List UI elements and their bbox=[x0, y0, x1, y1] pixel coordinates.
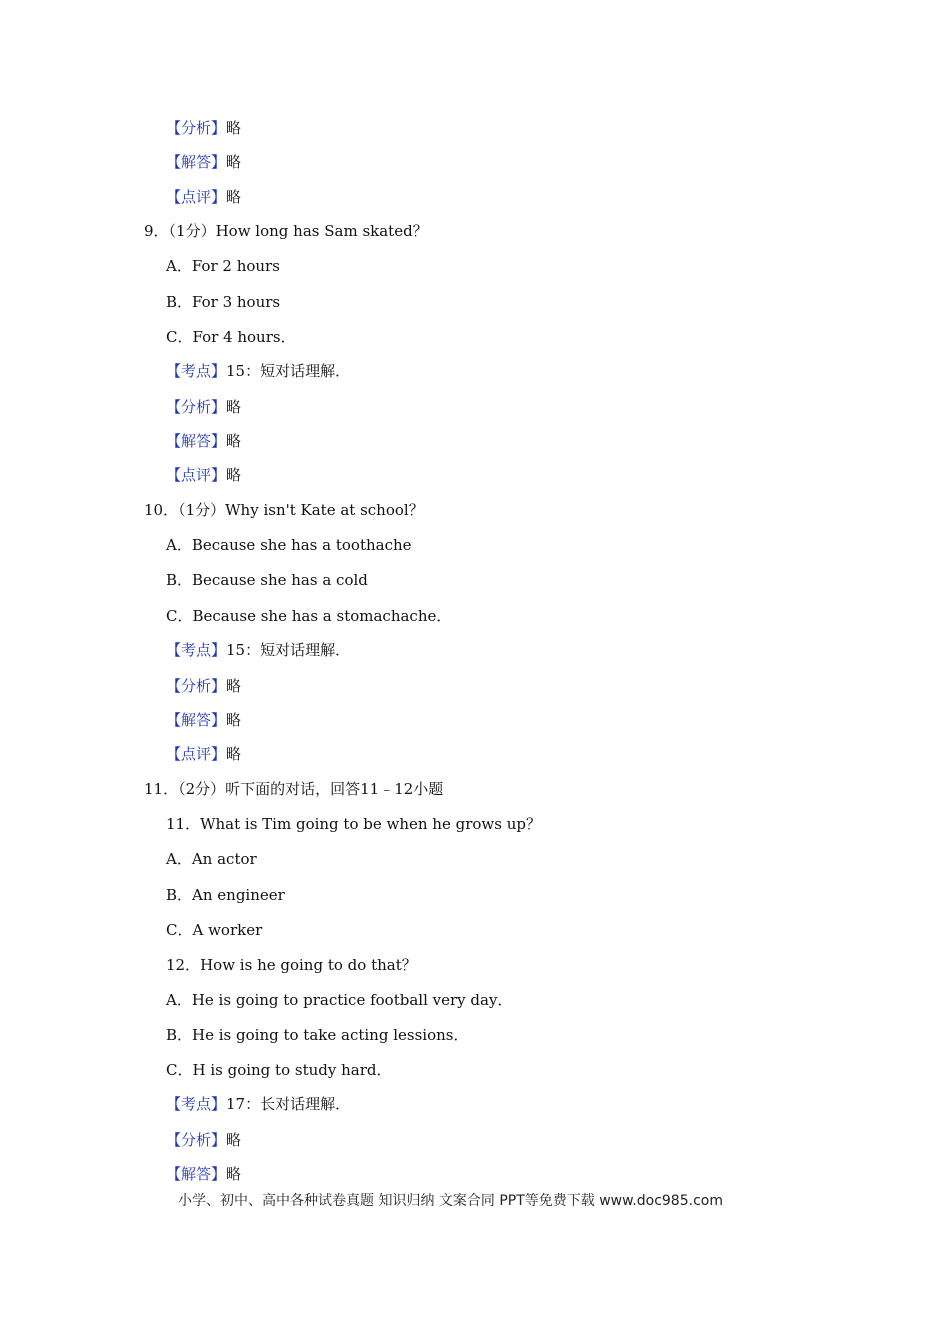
topic-line bbox=[166, 1094, 350, 1114]
page-footer: 小学、初中、高中各种试卷真题 知识归纳 文案合同 PPT等免费下载 www.doc985.com bbox=[178, 1193, 723, 1209]
analysis-line bbox=[166, 397, 241, 417]
answer-tag: 【解答】 bbox=[166, 432, 227, 450]
answer-text: 略 bbox=[226, 1165, 242, 1183]
analysis-text: 略 bbox=[226, 398, 242, 416]
analysis-text: 略 bbox=[226, 1131, 242, 1149]
question-10-title: 10．（1分）Why isn't Kate at school？ bbox=[144, 501, 424, 519]
subquestion-11-option-a: A．An actor bbox=[166, 850, 257, 868]
question-10-option-c: C．Because she has a stomachache． bbox=[166, 607, 452, 625]
comment-text: 略 bbox=[226, 466, 242, 484]
question-11-title: 11．（2分）听下面的对话，回答11﹣12小题 bbox=[144, 780, 444, 798]
answer-text: 略 bbox=[226, 711, 242, 729]
question-10-option-a: A．Because she has a toothache bbox=[166, 536, 412, 554]
answer-tag: 【解答】 bbox=[166, 711, 227, 729]
topic-text: 15：短对话理解． bbox=[226, 362, 351, 380]
answer-line bbox=[166, 710, 241, 730]
subquestion-12: 12．How is he going to do that？ bbox=[166, 956, 417, 974]
answer-text: 略 bbox=[226, 153, 242, 171]
topic-line bbox=[166, 361, 350, 381]
analysis-line bbox=[166, 118, 241, 138]
analysis-text: 略 bbox=[226, 677, 242, 695]
comment-line bbox=[166, 744, 241, 764]
analysis-tag: 【分析】 bbox=[166, 677, 227, 695]
answer-line bbox=[166, 152, 241, 172]
subquestion-11: 11．What is Tim going to be when he grows up？ bbox=[166, 815, 541, 833]
topic-tag: 【考点】 bbox=[166, 1095, 227, 1113]
comment-tag: 【点评】 bbox=[166, 466, 227, 484]
subquestion-12-option-a: A．He is going to practice football very day． bbox=[166, 991, 513, 1009]
comment-tag: 【点评】 bbox=[166, 745, 227, 763]
answer-line bbox=[166, 431, 241, 451]
analysis-tag: 【分析】 bbox=[166, 1131, 227, 1149]
subquestion-12-option-b: B．He is going to take acting lessions． bbox=[166, 1026, 469, 1044]
analysis-tag: 【分析】 bbox=[166, 119, 227, 137]
topic-tag: 【考点】 bbox=[166, 362, 227, 380]
answer-tag: 【解答】 bbox=[166, 1165, 227, 1183]
analysis-line bbox=[166, 676, 241, 696]
question-9-option-b: B．For 3 hours bbox=[166, 293, 281, 311]
answer-tag: 【解答】 bbox=[166, 153, 227, 171]
topic-text: 17：长对话理解． bbox=[226, 1095, 351, 1113]
subquestion-12-option-c: C．H is going to study hard． bbox=[166, 1061, 392, 1079]
subquestion-11-option-c: C．A worker bbox=[166, 921, 263, 939]
topic-text: 15：短对话理解． bbox=[226, 641, 351, 659]
analysis-tag: 【分析】 bbox=[166, 398, 227, 416]
question-9-title: 9．（1分）How long has Sam skated？ bbox=[144, 222, 428, 240]
comment-tag: 【点评】 bbox=[166, 188, 227, 206]
comment-text: 略 bbox=[226, 745, 242, 763]
answer-line bbox=[166, 1164, 241, 1184]
comment-line bbox=[166, 187, 241, 207]
topic-line bbox=[166, 640, 350, 660]
analysis-line bbox=[166, 1130, 241, 1150]
topic-tag: 【考点】 bbox=[166, 641, 227, 659]
question-9-option-c: C．For 4 hours． bbox=[166, 328, 296, 346]
comment-line bbox=[166, 465, 241, 485]
answer-text: 略 bbox=[226, 432, 242, 450]
comment-text: 略 bbox=[226, 188, 242, 206]
question-10-option-b: B．Because she has a cold bbox=[166, 571, 368, 589]
question-9-option-a: A．For 2 hours bbox=[166, 257, 280, 275]
subquestion-11-option-b: B．An engineer bbox=[166, 886, 285, 904]
analysis-text: 略 bbox=[226, 119, 242, 137]
